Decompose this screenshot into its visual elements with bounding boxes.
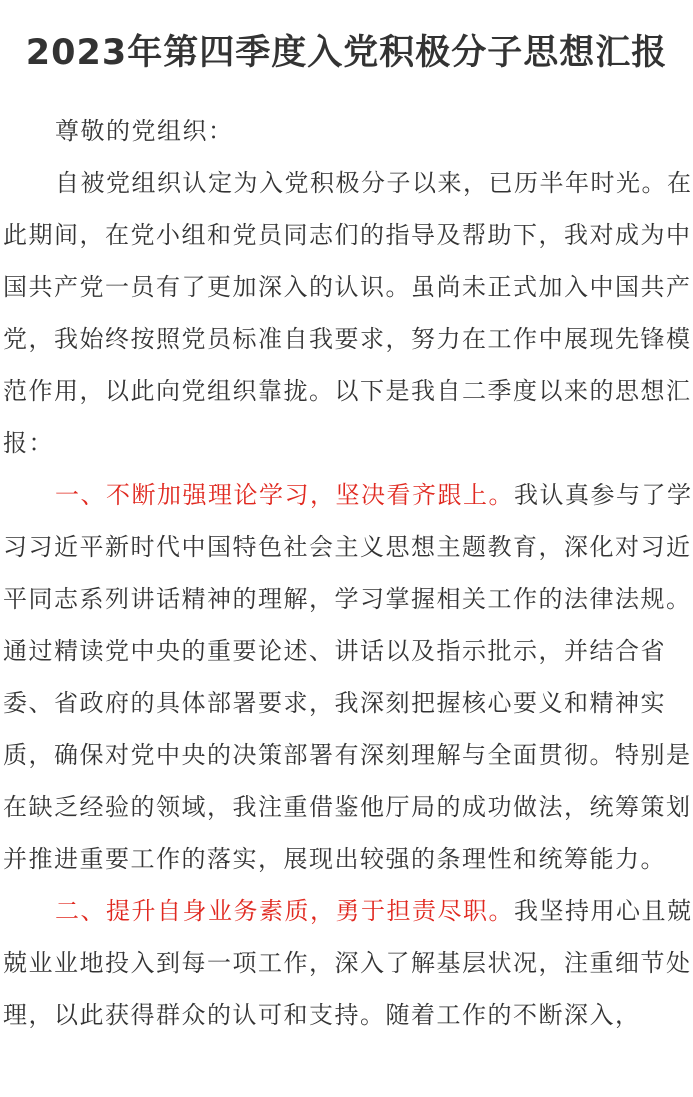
intro-paragraph: 自被党组织认定为入党积极分子以来，已历半年时光。在此期间，在党小组和党员同志们的指导及帮助下，我对成为中国共产党一员有了更加深入的认识。虽尚未正式加入中国共产党，我始终按照党员标准自我要求，努力在工作中展现先锋模范作用，以此向党组织靠拢。以下是我自二季度以来的思想汇报：: [3, 169, 693, 457]
section-heading-1: 一、不断加强理论学习，坚决看齐跟上。: [55, 481, 514, 509]
document-body: [3, 105, 693, 1041]
section-paragraph-1: [3, 469, 693, 885]
section-paragraph-2: [3, 885, 693, 1041]
section-text-2: 我坚持用心且兢兢业业地投入到每一项工作，深入了解基层状况，注重细节处理，以此获得群众的认可和支持。随着工作的不断深入，: [3, 897, 693, 1029]
section-heading-2: 二、提升自身业务素质，勇于担责尽职。: [55, 897, 514, 925]
section-text-1: 我认真参与了学习习近平新时代中国特色社会主义思想主题教育，深化对习近平同志系列讲话精神的理解，学习掌握相关工作的法律法规。通过精读党中央的重要论述、讲话以及指示批示，并结合省委、省政府的具体部署要求，我深刻把握核心要义和精神实质，确保对党中央的决策部署有深刻理解与全面贯彻。特别是在缺乏经验的领域，我注重借鉴他厅局的成功做法，统筹策划并推进重要工作的落实，展现出较强的条理性和统筹能力。: [3, 481, 693, 873]
document-title: 2023年第四季度入党积极分子思想汇报: [25, 33, 668, 73]
salutation: 尊敬的党组织：: [55, 117, 234, 145]
